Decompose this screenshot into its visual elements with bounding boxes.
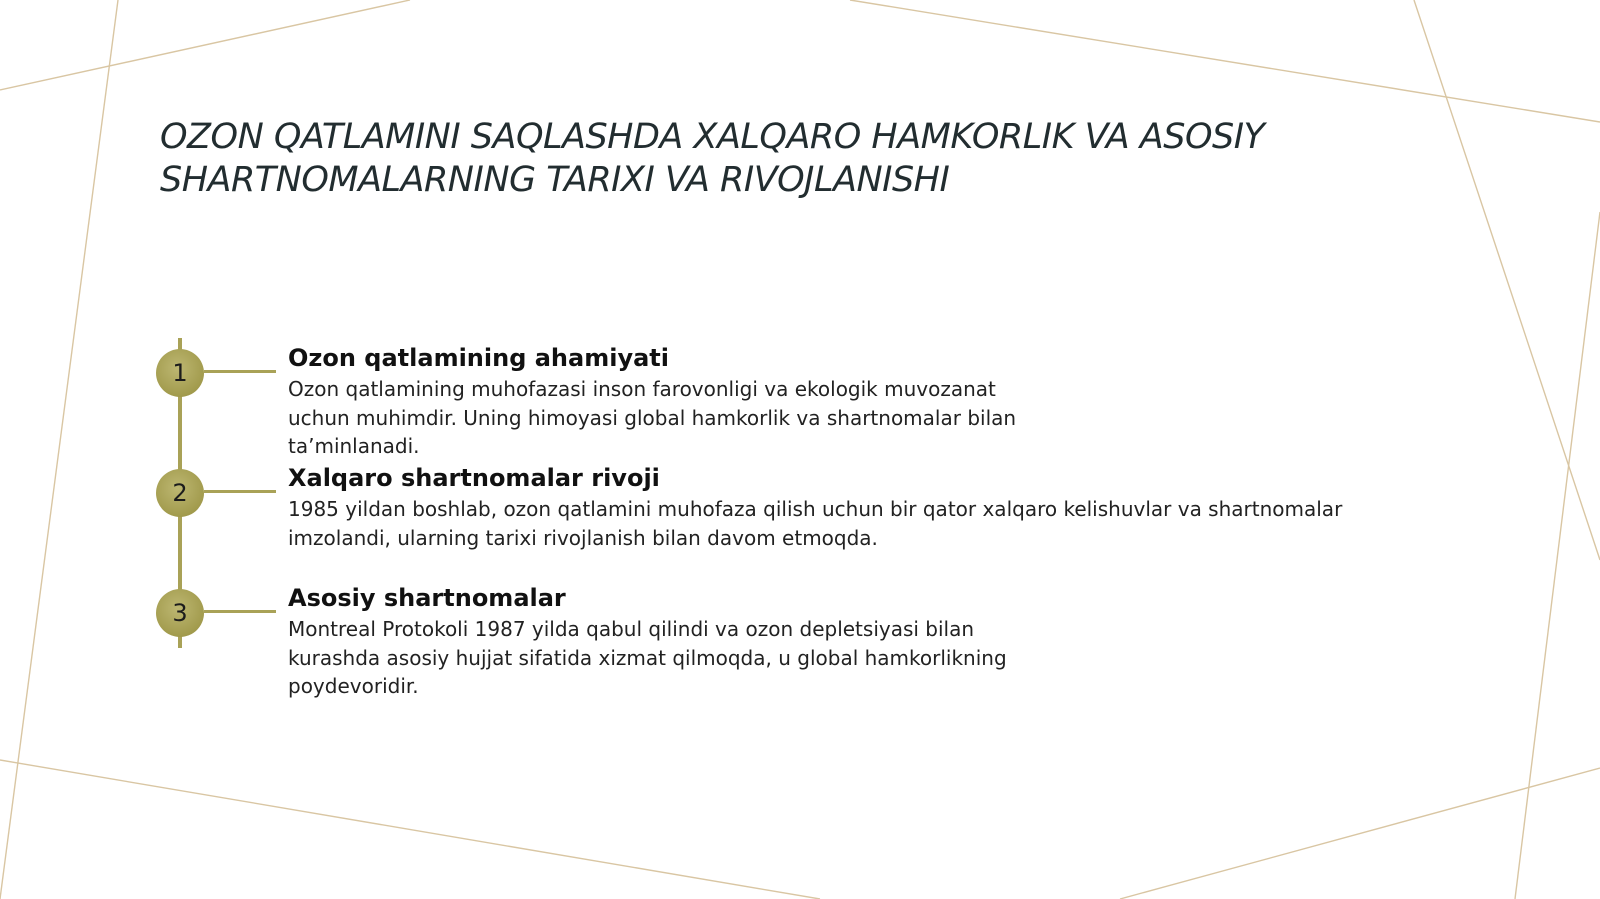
timeline-item-heading: Ozon qatlamining ahamiyati <box>288 344 669 372</box>
timeline-node-2: 2 <box>156 469 204 517</box>
timeline-item-1 <box>288 341 1016 461</box>
timeline-node-1: 1 <box>156 349 204 397</box>
timeline-item-heading: Xalqaro shartnomalar rivoji <box>288 464 660 492</box>
timeline-item-heading: Asosiy shartnomalar <box>288 584 566 612</box>
text-line: ta’minlanadi. <box>288 434 420 458</box>
text-line: 1985 yildan boshlab, ozon qatlamini muhofaza qilish uchun bir qator xalqaro kelishuvlar va shartnomalar <box>288 497 1343 521</box>
text-line: poydevoridir. <box>288 674 419 698</box>
timeline-item-text <box>288 495 1342 552</box>
text-line: Ozon qatlamining muhofazasi inson farovonligi va ekologik muvozanat <box>288 377 996 401</box>
text-line: kurashda asosiy hujjat sifatida xizmat qilmoqda, u global hamkorlikning <box>288 645 1007 670</box>
text-line: imzolandi, ularning tarixi rivojlanish bilan davom etmoqda. <box>288 525 878 550</box>
text-line: Montreal Protokoli 1987 yilda qabul qilindi va ozon depletsiyasi bilan <box>288 617 975 641</box>
slide-title-line: SHARTNOMALARNING TARIXI VA RIVOJLANISHI <box>160 160 950 200</box>
decor-line <box>0 760 820 899</box>
timeline-connector <box>204 370 276 373</box>
decor-line <box>1515 212 1600 899</box>
decor-line <box>850 0 1600 122</box>
timeline-item-3 <box>288 581 1007 701</box>
slide-title <box>160 116 1460 202</box>
timeline-item-text <box>288 375 1016 461</box>
decor-line <box>1120 768 1600 899</box>
timeline-item-text <box>288 615 1007 701</box>
decor-line <box>0 0 410 90</box>
decor-line <box>1414 0 1600 560</box>
slide-title-line: OZON QATLAMINI SAQLASHDA XALQARO HAMKORLIK VA ASOSIY <box>160 117 1265 157</box>
timeline-connector <box>204 610 276 613</box>
text-line: uchun muhimdir. Uning himoyasi global hamkorlik va shartnomalar bilan <box>288 405 1017 430</box>
timeline-item-2 <box>288 461 1342 552</box>
decor-line <box>0 0 118 899</box>
timeline-connector <box>204 490 276 493</box>
timeline-node-3: 3 <box>156 589 204 637</box>
